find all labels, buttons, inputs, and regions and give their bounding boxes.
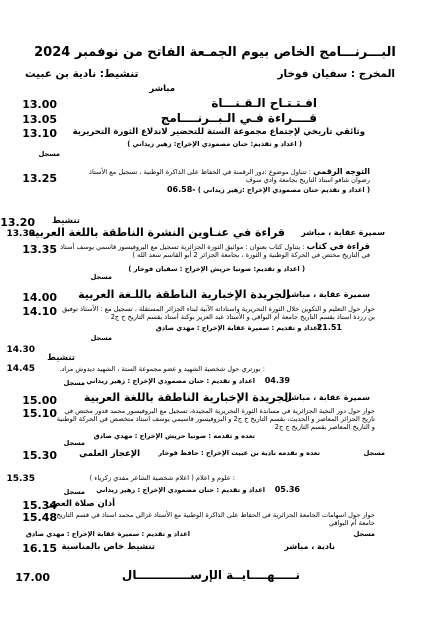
recorded-label: مسجل: [38, 150, 60, 158]
time-1615: 16.15: [22, 542, 57, 555]
news-bulletin-host: سميرة عقابة ، مباشر: [286, 393, 370, 402]
news-headlines-host: سميرة عقابة ، مباشر: [301, 228, 385, 237]
news-bulletin-title: الجريدة الإخبارية الناطقة باللغة العربية: [83, 391, 292, 404]
time-1535: 15.35: [6, 474, 35, 484]
tanshit-label-2: تنشيط: [47, 353, 75, 363]
time-1548: 15.48: [22, 511, 57, 524]
time-1300: 13.00: [22, 98, 57, 111]
portrait-duration: 04.39: [264, 376, 290, 385]
documentary-title: وثائقي تاريخي لإجتماع مجموعة الستة للتحضير لاندلاع الثورة التحريرية: [72, 127, 365, 137]
digital-duration: 06.58-: [166, 185, 196, 194]
university-credit: اعداد و تقديم : سميرة عقابة الإخراج : مهدي صادق: [25, 530, 190, 538]
news-headlines-title: قراءة في عنـاوين النشرة الناطقة باللغة العربية: [28, 226, 285, 239]
portrait-segment: : بورتري حول شخصية الشهيد و عضو مجموعة الستة ، الشهيد ديدوش مراد.: [59, 365, 265, 373]
recorded-label: مسجل: [353, 530, 375, 538]
time-1510: 15.10: [22, 407, 57, 420]
digital-segment: [70, 168, 370, 194]
time-1445: 14.45: [6, 364, 35, 374]
news-bulletin-title: الجريدة الإخبارية الناطقة باللـغة العربية: [78, 288, 290, 301]
book-title: قراءة في كتاب: [306, 242, 370, 252]
sciences-segment: : علوم و اعلام ( اعلام شخصية الشاعر مفدي زكرياء ): [89, 474, 235, 482]
time-1500: 15.00: [22, 394, 57, 407]
recorded-label: مسجل: [90, 334, 112, 342]
book-body: : يتناول كتاب بعنوان : مواثيق الثورة الجزائرية تسجيل مع البروفيسور قاسمي يوسف أستاذ في التاريخ مختص في الحركة الوطنية و الثورة ، بجامعة الجزائر 2 أبو القاسم سعد الله ): [60, 243, 370, 259]
news-bulletin-host: سميرة عقابة ، مباشر: [286, 290, 370, 299]
time-1320: 13.20: [0, 216, 35, 229]
book-credit: ( اعداد و تقديم: صونيا حريش الإخراج : سفيان فوخار ): [128, 265, 305, 273]
time-1335: 13.35: [22, 243, 57, 256]
time-1700: 17.00: [15, 571, 50, 584]
director-credit: المخرج : سفيان فوخار: [277, 68, 395, 80]
tanshit-label-1: تنشيط: [52, 216, 80, 226]
time-1534: 15.34: [22, 499, 57, 512]
prayer-call: أذان صلاة العصر: [47, 499, 115, 509]
time-1400: 14.00: [22, 291, 57, 304]
credits-row: [25, 68, 395, 80]
special-animation-host: نادية ، مباشر: [284, 542, 335, 551]
education-dialogue: حوار حول التعليم و التكوين خلال الثورة التحريرية واستاداته الآنية لبناء الجزائر المستقلة ، تسجيل مع : الأستاذ توفيق بن زردة استاذ بقسم التاريخ جامعة أم البواقي و الأستاذ عبد العزيز بوكنة أستاذ بقسم التاريخ ج ج2: [62, 305, 375, 321]
digital-credit: ( اعداد و تقديم حنان مصمودي الإخراج :زهير زيداني ): [197, 186, 370, 194]
education-credit: اعداد و تقديم : سميرة عقابة الإخراج : مهدي صادق: [155, 324, 320, 332]
documentary-credit: ( اعداد و تقديم: حنان مصمودي الإخراج: زهير زيداني ): [127, 140, 302, 148]
scientific-miracle-title: الإعجاز العلمي: [79, 449, 140, 459]
recorded-label: مسجل: [63, 439, 85, 447]
university-dialogue: حوار حول اسهامات الجامعة الجزائرية في الحفاظ على الذاكرة الوطنية مع الأستاذ غزالي محمد استاذ في قسم التاريخ جامعة أم البواقي: [56, 511, 375, 527]
digital-title: التوجه الرقمي: [313, 167, 370, 176]
recorded-label: مسجل: [363, 449, 385, 457]
book-segment: [60, 243, 370, 259]
time-1310: 13.10: [22, 127, 57, 140]
education-duration: 21.51: [316, 323, 342, 332]
special-animation-title: تنشيط خاص بالمناسبة: [61, 542, 155, 552]
elite-dialogue: حوار حول دور النخبة الجزائرية في مساندة الثورة التحريرية المجيدة، تسجيل مع البروفيسور محمد قدور مختص في تاريخ الجزائر المعاصر و الحديث، بقسم التاريخ ج ج2 و البروفيسور قاسيمي يوسف استاذ متخصص في الحركة الوطنية و التاريخ المعاصر بقسم التاريخ ج ج2: [56, 407, 375, 431]
sciences-duration: 05.36: [274, 485, 300, 494]
sciences-credit: اعداد و تقديم : حنان مصمودي الإخراج : زهير زيداني: [96, 486, 265, 494]
time-1430: 14.30: [6, 345, 35, 355]
recorded-label: مسجل: [63, 379, 85, 387]
recorded-label: مسجل: [90, 273, 112, 281]
time-1305: 13.05: [22, 113, 57, 126]
broadcast-end: نـــــهــــايــة الإرســـــــــــــال: [121, 568, 300, 582]
opening-title: افـتـتـاح الـقـنـــاة: [211, 96, 317, 110]
elite-credit: تعده و تقدمه : صونيا حريش الإخراج : مهدي صادق: [93, 432, 255, 440]
host-credit: تنشيط: نادية بن عبيت: [25, 68, 139, 80]
time-1325: 13.25: [22, 172, 57, 185]
scientific-miracle-credit: تعده و تقدمه نادية بن عبيت الإخراج : حافظ فوخار: [158, 449, 320, 457]
recorded-label: مسجل: [63, 488, 85, 496]
live-label: مباشر: [149, 84, 175, 94]
program-reading-title: قــــراءة فـي الـبــرنــــامج: [160, 111, 317, 125]
time-1410: 14.10: [22, 305, 57, 318]
portrait-credit: اعداد و تقديم : حنان مصمودي الإخراج : زهير زيداني: [86, 377, 255, 385]
time-1530: 15.30: [22, 449, 57, 462]
digital-body: : تتناول موضوع :دور الرقمنة في الحفاظ على الذاكرة الوطنية ، تسجيل مع الأستاذ رضوان شافو استاذ التاريخ بجامعة وادي سوف: [89, 168, 370, 184]
time-1330: 13.30: [6, 229, 35, 239]
page-title: البـــرنـــامج الخاص بيوم الجمـعة الفاتح من نوفمبر 2024: [34, 45, 396, 60]
